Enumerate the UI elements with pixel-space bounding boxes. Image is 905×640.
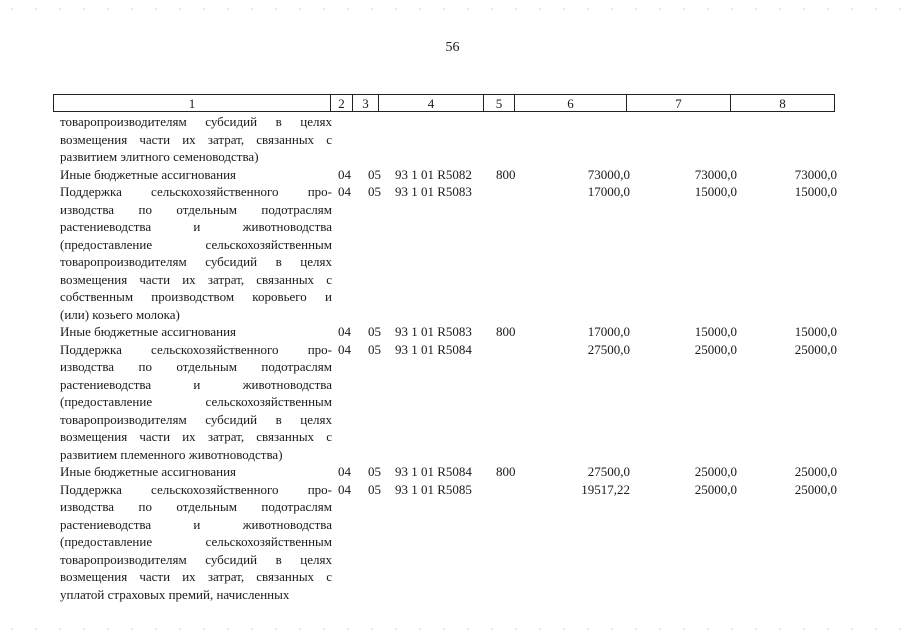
description-line: изводства по отдельным подотраслям: [60, 201, 332, 217]
description-line: собственным производством коровьего и: [60, 289, 332, 304]
amount-col-8: 25000,0: [794, 481, 837, 497]
table-row: [0, 166, 905, 184]
table-row: [0, 183, 905, 323]
section-code: 04: [338, 481, 351, 497]
description-line: изводства по отдельным подотраслям: [60, 359, 332, 374]
description-line: (предоставление сельскохозяйственным: [60, 394, 332, 409]
expense-type-code: 800: [496, 166, 516, 182]
description-line: Иные бюджетные ассигнования: [60, 464, 237, 479]
table-row: [0, 341, 905, 464]
amount-col-6: 17000,0: [587, 324, 630, 339]
row-description: [60, 463, 332, 481]
amount-col-7: 25000,0: [694, 464, 737, 479]
description-line: (предоставление сельскохозяйственным: [60, 534, 332, 549]
description-line: растениеводства и животноводства: [60, 219, 332, 234]
amount-col-6: 27500,0: [587, 341, 630, 357]
header-col-2: 2: [331, 95, 353, 112]
amount-col-7: 25000,0: [694, 341, 737, 357]
description-line: растениеводства и животноводства: [60, 516, 332, 532]
amount-col-7: 25000,0: [694, 481, 737, 497]
row-description: [60, 183, 332, 323]
subsection-code: 05: [368, 184, 381, 199]
amount-col-7: 15000,0: [694, 324, 737, 339]
subsection-code: 05: [368, 341, 381, 357]
description-line: Поддержка сельскохозяйственного про-: [60, 481, 332, 497]
page-number: 56: [445, 40, 460, 55]
scan-noise-bottom: [0, 628, 905, 630]
description-line: (предоставление сельскохозяйственным: [60, 236, 332, 252]
description-line: товаропроизводителям субсидий в целях: [60, 551, 332, 567]
target-article-code: 93 1 01 R5085: [395, 481, 472, 497]
amount-col-8: 15000,0: [794, 324, 837, 339]
amount-col-7: 15000,0: [694, 184, 737, 199]
subsection-code: 05: [368, 166, 381, 182]
description-line: товаропроизводителям субсидий в целях: [60, 411, 332, 427]
row-description: [60, 166, 332, 184]
column-number-header: [53, 94, 835, 112]
subsection-code: 05: [368, 464, 381, 479]
table-row: [0, 481, 905, 604]
description-line: растениеводства и животноводства: [60, 376, 332, 392]
header-col-8: 8: [731, 95, 835, 112]
table-row: [0, 323, 905, 341]
description-line: развитием элитного семеноводства): [60, 149, 259, 164]
header-col-7: 7: [627, 95, 731, 112]
header-col-4: 4: [379, 95, 484, 112]
header-col-5: 5: [484, 95, 515, 112]
row-description: [60, 323, 332, 341]
description-line: возмещения части их затрат, связанных с: [60, 429, 332, 444]
table-row: [0, 113, 905, 166]
amount-col-6: 17000,0: [587, 184, 630, 199]
expense-type-code: 800: [496, 324, 516, 339]
subsection-code: 05: [368, 481, 381, 497]
description-line: изводства по отдельным подотраслям: [60, 499, 332, 514]
amount-col-6: 73000,0: [587, 166, 630, 182]
row-description: [60, 113, 332, 166]
description-line: Иные бюджетные ассигнования: [60, 324, 237, 339]
description-line: товаропроизводителям субсидий в целях: [60, 254, 332, 269]
table-row: [0, 463, 905, 481]
description-line: Поддержка сельскохозяйственного про-: [60, 184, 332, 199]
description-line: Поддержка сельскохозяйственного про-: [60, 341, 332, 357]
description-line: развитием племенного животноводства): [60, 446, 283, 462]
description-line: уплатой страховых премий, начисленных: [60, 586, 290, 602]
header-row: [54, 95, 835, 112]
header-col-1: 1: [54, 95, 331, 112]
expense-type-code: 800: [496, 464, 516, 479]
budget-table-body: [0, 113, 905, 603]
target-article-code: 93 1 01 R5083: [395, 324, 472, 339]
description-line: товаропроизводителям субсидий в целях: [60, 114, 332, 129]
row-description: [60, 481, 332, 604]
section-code: 04: [338, 341, 351, 357]
row-description: [60, 341, 332, 464]
description-line: Иные бюджетные ассигнования: [60, 166, 237, 182]
description-line: возмещения части их затрат, связанных с: [60, 131, 332, 147]
section-code: 04: [338, 184, 351, 199]
amount-col-6: 19517,22: [581, 481, 630, 497]
scan-noise-top: [0, 8, 905, 10]
subsection-code: 05: [368, 324, 381, 339]
section-code: 04: [338, 324, 351, 339]
target-article-code: 93 1 01 R5084: [395, 341, 472, 357]
amount-col-6: 27500,0: [587, 464, 630, 479]
section-code: 04: [338, 464, 351, 479]
header-col-6: 6: [515, 95, 627, 112]
description-line: (или) козьего молока): [60, 306, 180, 322]
amount-col-7: 73000,0: [694, 166, 737, 182]
description-line: возмещения части их затрат, связанных с: [60, 271, 332, 287]
amount-col-8: 73000,0: [794, 166, 837, 182]
target-article-code: 93 1 01 R5084: [395, 464, 472, 479]
description-line: возмещения части их затрат, связанных с: [60, 569, 332, 584]
target-article-code: 93 1 01 R5082: [395, 166, 472, 182]
section-code: 04: [338, 166, 351, 182]
target-article-code: 93 1 01 R5083: [395, 184, 472, 199]
amount-col-8: 25000,0: [794, 464, 837, 479]
amount-col-8: 15000,0: [794, 184, 837, 199]
amount-col-8: 25000,0: [794, 341, 837, 357]
header-col-3: 3: [353, 95, 379, 112]
